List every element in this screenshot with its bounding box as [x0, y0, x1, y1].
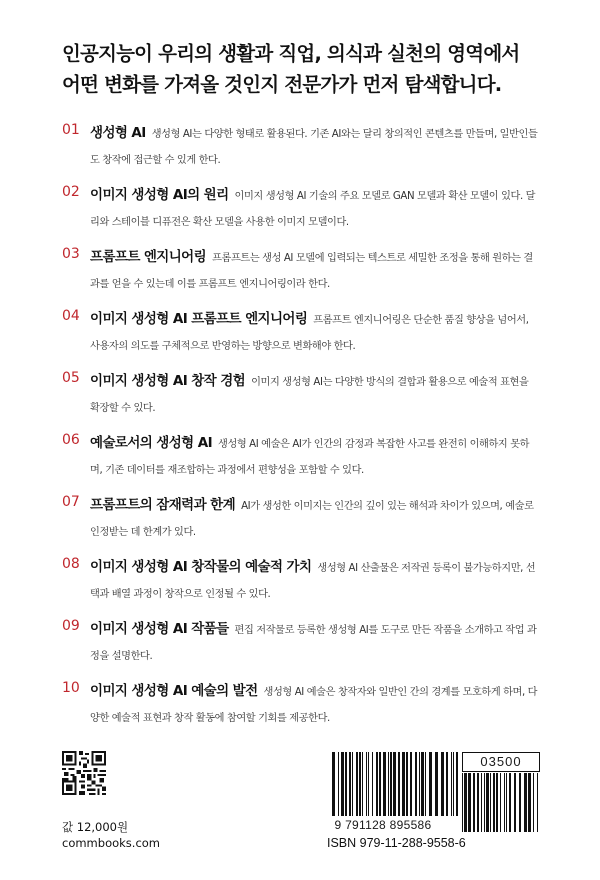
barcode-bar	[345, 752, 347, 816]
barcode-bar	[398, 752, 400, 816]
barcode-bar	[383, 752, 386, 816]
toc-title: 생성형 AI	[90, 125, 146, 141]
barcode-bar	[519, 773, 521, 832]
toc-description: 프롬프트는 생성 AI 모델에 입력되는 텍스트로 세밀한 조정을 통해 원하는 결과를 얻을 수 있는데 이를 프롬프트 엔지니어링이라 한다.	[90, 253, 533, 290]
price-addon-barcode	[462, 773, 538, 832]
barcode-bar	[504, 773, 505, 832]
toc-description: 생성형 AI 예술은 AI가 인간의 감정과 복잡한 사고를 완전히 이해하지 못하며, 기존 데이터를 재조합하는 과정에서 편향성을 포함할 수 있다.	[90, 439, 530, 476]
barcode-bar	[435, 752, 438, 816]
barcode-bar	[393, 752, 396, 816]
barcode-bar	[410, 752, 412, 816]
barcode-bar	[341, 752, 344, 816]
barcode-bar	[446, 752, 448, 816]
toc-item	[62, 676, 540, 738]
barcode-bar	[468, 773, 471, 832]
barcode-bar	[349, 752, 351, 816]
toc-number: 10	[62, 680, 80, 696]
toc-title: 예술로서의 생성형 AI	[90, 435, 212, 451]
toc-description: 이미지 생성형 AI는 다양한 방식의 결합과 활용으로 예술적 표현을 확장할 수 있다.	[90, 377, 529, 414]
isbn-label: ISBN 979-11-288-9558-6	[327, 836, 466, 850]
toc-item	[62, 490, 540, 552]
toc-title: 이미지 생성형 AI의 원리	[90, 187, 229, 203]
barcode-bar	[484, 773, 485, 832]
toc-number: 01	[62, 122, 80, 138]
barcode-bar	[477, 773, 479, 832]
table-of-contents	[62, 118, 540, 738]
toc-description: AI가 생성한 이미지는 인간의 깊이 있는 해석과 차이가 있으며, 예술로 인정받는 데 한계가 있다.	[90, 501, 534, 538]
toc-title: 이미지 생성형 AI 창작물의 예술적 가치	[90, 559, 312, 575]
barcode-bar	[481, 773, 482, 832]
barcode-bar	[352, 752, 353, 816]
barcode-bar	[496, 773, 498, 832]
price-code-label: 03500	[462, 752, 540, 772]
barcode-bar	[366, 752, 367, 816]
barcode-bar	[500, 773, 501, 832]
toc-number: 07	[62, 494, 80, 510]
toc-item	[62, 614, 540, 676]
website-label: commbooks.com	[62, 836, 161, 850]
barcode-bar	[528, 773, 531, 832]
barcode-bar	[338, 752, 339, 816]
barcode-bar	[419, 752, 420, 816]
barcode-bar	[462, 773, 463, 832]
toc-title: 프롬프트의 잠재력과 한계	[90, 497, 236, 513]
barcode-bar	[390, 752, 392, 816]
toc-number: 04	[62, 308, 80, 324]
toc-item	[62, 118, 540, 180]
barcode-bar	[493, 773, 495, 832]
barcode-bar	[359, 752, 361, 816]
toc-description: 편집 저작물로 등록한 생성형 AI를 도구로 만든 작품을 소개하고 작업 과정을 설명한다.	[90, 625, 537, 662]
barcode-bar	[356, 752, 358, 816]
toc-item	[62, 428, 540, 490]
toc-number: 05	[62, 370, 80, 386]
barcode-bar	[332, 752, 335, 816]
toc-title: 이미지 생성형 AI 프롬프트 엔지니어링	[90, 311, 308, 327]
toc-number: 06	[62, 432, 80, 448]
isbn-barcode	[332, 752, 458, 816]
toc-title: 이미지 생성형 AI 예술의 발전	[90, 683, 258, 699]
barcode-digits: 9 791128 895586	[334, 818, 432, 832]
barcode-bar	[362, 752, 363, 816]
toc-number: 09	[62, 618, 80, 634]
toc-title: 이미지 생성형 AI 작품들	[90, 621, 229, 637]
barcode-bar	[388, 752, 389, 816]
barcode-bar	[456, 752, 458, 816]
headline-line-2: 어떤 변화를 가져올 것인지 전문가가 먼저 탐색합니다.	[62, 73, 502, 96]
toc-description: 생성형 AI 예술은 창작자와 일반인 간의 경계를 모호하게 하며, 다양한 예술적 표현과 창작 활동에 참여할 기회를 제공한다.	[90, 687, 538, 724]
toc-item	[62, 366, 540, 428]
barcode-bar	[441, 752, 444, 816]
toc-description: 생성형 AI 산출물은 저작권 등록이 불가능하지만, 선택과 배열 과정이 창작으로 인정될 수 있다.	[90, 563, 536, 600]
barcode-bar	[451, 752, 452, 816]
barcode-bar	[421, 752, 424, 816]
toc-item	[62, 242, 540, 304]
toc-number: 02	[62, 184, 80, 200]
barcode-bar	[506, 773, 507, 832]
toc-item	[62, 180, 540, 242]
barcode-bar	[372, 752, 373, 816]
barcode-bar	[464, 773, 467, 832]
toc-number: 08	[62, 556, 80, 572]
toc-description: 생성형 AI는 다양한 형태로 활용된다. 기존 AI와는 달리 창의적인 콘텐츠를 만들며, 일반인들도 창작에 접근할 수 있게 한다.	[90, 129, 538, 166]
barcode-bar	[537, 773, 538, 832]
barcode-bar	[514, 773, 516, 832]
headline	[62, 38, 562, 100]
barcode-bar	[429, 752, 432, 816]
toc-description: 이미지 생성형 AI 기술의 주요 모델로 GAN 모델과 확산 모델이 있다. 달리와 스테이블 디퓨전은 확산 모델을 사용한 이미지 모델이다.	[90, 191, 536, 228]
toc-description: 프롬프트 엔지니어링은 단순한 품질 향상을 넘어서, 사용자의 의도를 구체적으로 반영하는 방향으로 변화해야 한다.	[90, 315, 529, 352]
barcode-bar	[509, 773, 511, 832]
barcode-bar	[490, 773, 491, 832]
toc-title: 이미지 생성형 AI 창작 경험	[90, 373, 246, 389]
barcode-bar	[453, 752, 454, 816]
barcode-bar	[473, 773, 475, 832]
headline-line-1: 인공지능이 우리의 생활과 직업, 의식과 실천의 영역에서	[62, 42, 520, 65]
toc-item	[62, 552, 540, 614]
toc-item	[62, 304, 540, 366]
toc-title: 프롬프트 엔지니어링	[90, 249, 207, 265]
price-label: 값 12,000원	[62, 820, 129, 834]
barcode-bar	[368, 752, 369, 816]
barcode-bar	[376, 752, 378, 816]
barcode-bar	[415, 752, 417, 816]
barcode-bar	[406, 752, 408, 816]
toc-number: 03	[62, 246, 80, 262]
barcode-bar	[402, 752, 405, 816]
barcode-bar	[425, 752, 426, 816]
barcode-bar	[486, 773, 489, 832]
barcode-bar	[379, 752, 381, 816]
qr-code-icon	[62, 751, 106, 795]
barcode-bar	[524, 773, 527, 832]
barcode-bar	[533, 773, 534, 832]
